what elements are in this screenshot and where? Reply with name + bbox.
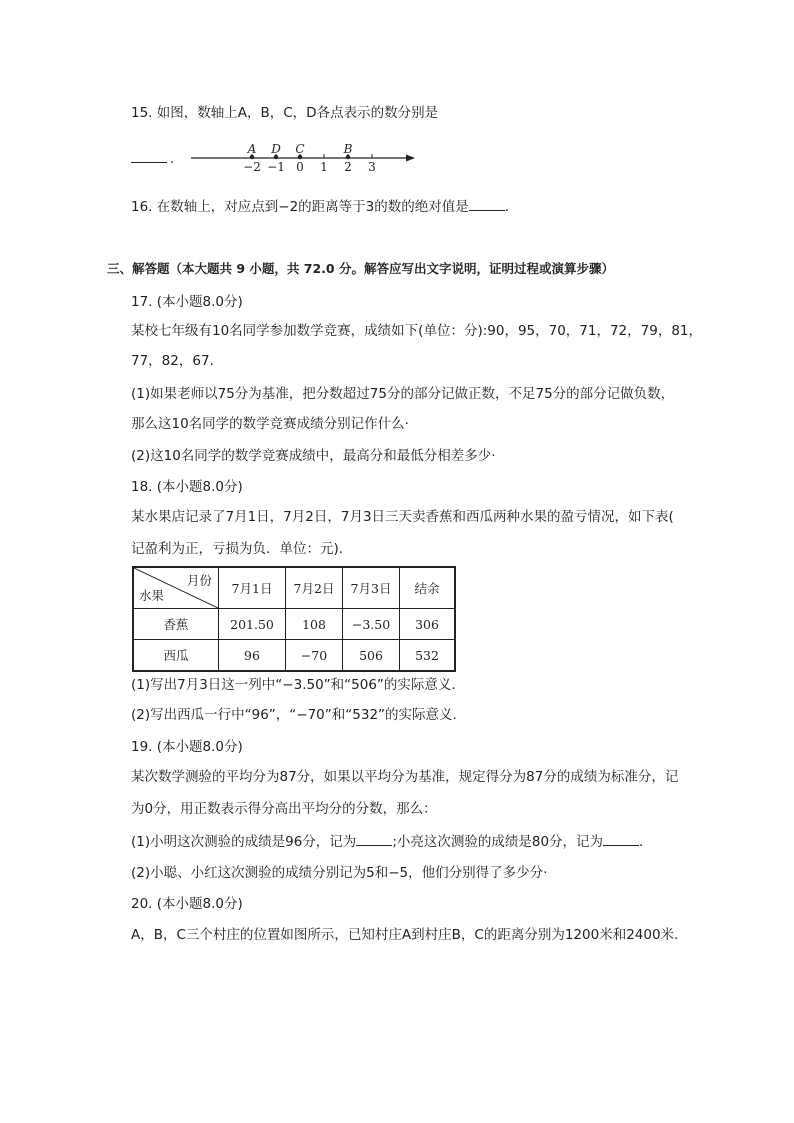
q19-blank-2 (603, 832, 639, 846)
number-line-tick-label: 1 (320, 160, 328, 174)
q17-part1a: (1)如果老师以75分为基准，把分数超过75分的部分记做正数，不足75分的部分记做负数， (131, 386, 675, 402)
q17-line2: 77，82，67. (131, 353, 214, 369)
q19-part1b: ;小亮这次测验的成绩是80分，记为 (392, 834, 604, 850)
q19-line2: 为0分，用正数表示得分高出平均分的分数，那么： (131, 801, 437, 817)
number-line-tick-label: −2 (243, 160, 261, 174)
q17-part1b: 那么这10名同学的数学竞赛成绩分别记作什么· (131, 416, 409, 432)
table-cell: −3.50 (343, 609, 400, 640)
q17-part2: (2)这10名同学的数学竞赛成绩中，最高分和最低分相差多少· (131, 448, 496, 464)
table-header: 7月2日 (286, 567, 343, 609)
q19-line1: 某次数学测验的平均分为87分，如果以平均分为基准，规定得分为87分的成绩为标准分，记 (131, 769, 679, 785)
corner-fruit-label: 水果 (139, 588, 165, 603)
number-line-point-label: D (271, 142, 281, 156)
arrow-icon (406, 155, 415, 162)
table-cell: 201.50 (219, 609, 286, 640)
table-cell: −70 (286, 640, 343, 672)
number-line-point-label: B (343, 142, 353, 156)
q15-text: 15. 如图，数轴上A，B，C，D各点表示的数分别是 (131, 105, 439, 121)
table-header: 结余 (400, 567, 456, 609)
q16-text: 16. 在数轴上，对应点到−2的距离等于3的数的绝对值是 (131, 199, 469, 215)
table-row-label: 西瓜 (133, 640, 219, 672)
table-corner-cell (133, 567, 219, 609)
table-cell: 506 (343, 640, 400, 672)
number-line-tick-label: 3 (368, 160, 376, 174)
q20-head: 20. (本小题8.0分) (131, 896, 243, 912)
q19-part1c: . (639, 834, 644, 850)
q18-line1: 某水果店记录了7月1日，7月2日，7月3日三天卖香蕉和西瓜两种水果的盈亏情况，如下表( (131, 509, 674, 525)
table-cell: 306 (400, 609, 456, 640)
table-row (133, 640, 455, 672)
q19-part2: (2)小聪、小红这次测验的成绩分别记为5和−5，他们分别得了多少分· (131, 865, 548, 881)
q19-head: 19. (本小题8.0分) (131, 739, 243, 755)
q18-head: 18. (本小题8.0分) (131, 479, 243, 495)
q18-line2: 记盈利为正，亏损为负．单位：元). (131, 541, 344, 557)
table-header: 7月3日 (343, 567, 400, 609)
table-header: 7月1日 (219, 567, 286, 609)
q19-part1a: (1)小明这次测验的成绩是96分，记为 (131, 834, 357, 850)
table-row-label: 香蕉 (133, 609, 219, 640)
number-line-tick-label: −1 (267, 160, 285, 174)
question-16 (131, 197, 509, 216)
number-line-tick-label: 2 (344, 160, 352, 174)
q18-part1: (1)写出7月3日这一列中“−3.50”和“506”的实际意义. (131, 677, 456, 693)
table-cell: 108 (286, 609, 343, 640)
table-header-row (133, 567, 455, 609)
q17-head: 17. (本小题8.0分) (131, 294, 243, 310)
q16-period: . (504, 199, 510, 215)
section-3-title: 三、解答题（本大题共 9 小题，共 72.0 分。解答应写出文字说明，证明过程或演算步骤） (107, 261, 614, 276)
number-line (131, 138, 431, 178)
q15-period: . (170, 151, 175, 167)
q16-answer-blank (469, 197, 505, 211)
corner-month-label: 月份 (186, 573, 212, 588)
table-row (133, 609, 455, 640)
q17-line1: 某校七年级有10名同学参加数学竞赛，成绩如下(单位：分):90，95，70，71，72，79，81， (131, 323, 703, 339)
q19-blank-1 (356, 832, 392, 846)
table-cell: 532 (400, 640, 456, 672)
number-line-point-label: C (295, 142, 305, 156)
q19-part1 (131, 832, 643, 851)
number-line-point-label: A (247, 142, 257, 156)
profit-table (132, 566, 456, 672)
number-line-tick-label: 0 (296, 160, 304, 174)
table-cell: 96 (219, 640, 286, 672)
q20-line1: A，B，C三个村庄的位置如图所示，已知村庄A到村庄B，C的距离分别为1200米和2400米. (131, 927, 679, 943)
q18-part2: (2)写出西瓜一行中“96”，“−70”和“532”的实际意义. (131, 707, 457, 723)
